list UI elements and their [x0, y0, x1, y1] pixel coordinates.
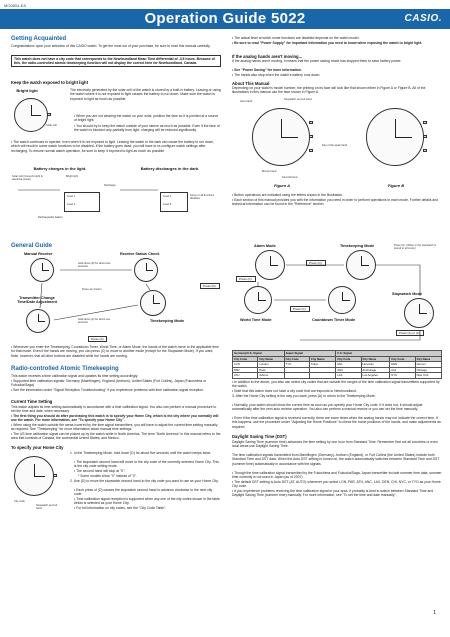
watch-stopwatch	[404, 298, 434, 328]
table-cell: LAX	[336, 373, 361, 379]
home-city-step-2: 2. Use (D) to move the stopwatch second hand to the city code you want to use as your Home City.	[70, 479, 219, 483]
level-2-label: Level 2	[67, 203, 76, 206]
battery-charges-label: Battery charges in the light.	[33, 166, 87, 171]
table-cell: New York	[415, 373, 441, 379]
second-hand-label: Second hand	[282, 176, 298, 179]
watch-world-time	[244, 286, 272, 314]
watch-illustration	[14, 98, 48, 132]
table-subheader: City Name	[415, 356, 441, 362]
home-city-step-2b: • Time calibration signal reception is supported when any one of the city codes shown in the table below is selected as your Home City.	[74, 497, 220, 506]
intro-text: Congratulations upon your selection of this CASIO watch. To get the most out of your purchase, be sure to read this manual carefully.	[11, 44, 211, 48]
document-code: MO0804-EA	[4, 3, 27, 8]
watch-manual-receive	[30, 258, 54, 282]
watch-transmitter	[26, 309, 50, 333]
battery-level-box-discharge	[160, 192, 188, 212]
city-code-table	[232, 350, 442, 379]
table-subheader: City Name	[309, 356, 335, 362]
home-city-step-1c: * Some models show "0" instead of "0".	[78, 474, 137, 478]
section-heading-getting-acquainted: Getting Acquainted	[11, 36, 67, 42]
arrow-status-timekeeping	[146, 284, 150, 290]
table-cell: NYC	[390, 373, 415, 379]
home-city-heading: To specify your Home City	[11, 445, 64, 450]
newfoundland-note: This watch does not have a city code that corresponds to the Newfoundland Mean Time differential of -3.5 hours. Because of this, the radio-controlled atomic timekeeping function will not display the correct time for Newfoundland, Canada.	[11, 55, 221, 67]
table-cell: CHI	[390, 367, 415, 373]
watch-home-city	[14, 456, 54, 496]
table-cell: ATH	[233, 373, 258, 379]
watch-figure-b	[366, 108, 424, 166]
mode-stopwatch: Stopwatch Mode	[392, 292, 423, 296]
press-a-or-c-label: Press (A) or (C).	[396, 330, 424, 336]
press-c-stopwatch-note: Press (C). (When in the stopwatch is stored to all zeros.)	[394, 244, 437, 250]
press-c-label-3: Press (C).	[290, 306, 310, 312]
dst-bullet-2: • The default DST setting is Auto DST (AT, AUTO) whenever you select LON, PAR, ATH, ANC, LAX, DEN, CHI, NYC, or TYO as your Home City code.	[232, 480, 441, 489]
stopwatch-second-hand-label: Stopwatch second hand	[284, 98, 312, 101]
table-cell: Denver	[415, 362, 441, 368]
radio-bullet-1: • Supported time calibration signals: Germany (Mainflingen), England (Anthorn), United States (Fort Collins), Japan (Fukushima or Fukuoka/Saga)	[11, 379, 207, 388]
after-table-step-3: 3. After the Home City setting is the way you want, press (A) to return to the Timekeeping Mode.	[232, 394, 376, 398]
table-cell: Honolulu	[361, 362, 390, 368]
watch-countdown	[328, 286, 356, 314]
table-cell	[309, 373, 335, 379]
home-city-step-1: 1. In the Timekeeping Mode, hold down (D) for about five seconds until the watch beeps twice.	[70, 451, 212, 455]
rechargeable-caption: Rechargeable battery	[38, 216, 63, 219]
radio-bullet-2: • See the information under "Signal Reception Troubleshooting" if you experience problems with time calibration signal reception.	[11, 388, 205, 392]
bullet-face-light: • When you are not wearing the watch on your wrist, position the face so it is pointed at a source of bright light.	[74, 114, 219, 123]
current-time-heading: Current Time Setting	[11, 399, 53, 404]
battery-down-bullet: • The hands also stop when the watch's battery runs down.	[232, 73, 321, 77]
mode-receive-status: Receive Status Check	[120, 252, 160, 256]
discharge-caption: Discharge	[104, 184, 116, 187]
power-saving-bullet: • See "Power Saving" for more information.	[232, 68, 302, 72]
about-bullet-2: • Each section of this manual provides you with the information you need in order to perform operations in each mode. Further details and technical information can be found in the "Reference" section.	[232, 198, 439, 207]
table-cell: Los Angeles	[361, 373, 390, 379]
charge-text: The electricity generated by the solar cell of the watch is stored by a built-in battery. Leaving or using the watch where it is not exposed to light causes the battery to run down. Make sure the watch is exposed to light as much as possible.	[70, 88, 221, 101]
watch-timekeeping	[140, 290, 166, 316]
right-bullet-1: • The actual level at which some functions are disabled depends on the watch model.	[232, 36, 360, 40]
about-bullet-1: • Button operations are indicated using the letters shown in the illustration.	[232, 193, 344, 197]
press-c-label-2: Press (C).	[236, 276, 256, 282]
current-time-bullet-3: • The US time calibration signal can be picked up by the watch while in North America. The term "North America" in this manual refers to the area that consists of Canada, the continental United States, and Mexico.	[11, 432, 221, 441]
mode-timekeeping-right: Timekeeping Mode	[340, 244, 375, 248]
city-code-label: City code	[14, 500, 25, 503]
table-subheader: City Code	[284, 356, 309, 362]
mode-timekeeping: Timekeeping Mode	[150, 319, 185, 323]
page-number: 1	[433, 610, 436, 616]
level-1-label: Level 1	[67, 195, 76, 198]
home-city-step-1b: • The second hand will stop at "0".	[74, 469, 126, 473]
table-cell: PAR	[233, 367, 258, 373]
watch-figure-a	[252, 108, 310, 166]
solar-cell-caption: Solar cell (Converts light to electrical power)	[12, 175, 43, 181]
table-cell: Chicago	[415, 367, 441, 373]
table-subheader: City Code	[233, 356, 258, 362]
section-heading-radio: Radio-controlled Atomic Timekeeping	[11, 366, 119, 372]
hold-down-d-caption: Hold down (D) for about two seconds.	[78, 262, 111, 268]
press-c-label-1: Press (C).	[306, 260, 326, 266]
bullet-dark: • The watch continues to operate, even when it is not exposed to light. Leaving the watch in the dark can cause the battery to run down, which will result in some watch functions to be disabled. If the battery goes dead, you will have to re-configure watch settings after recharging. To ensure normal watch operation, be sure to keep it exposed to light as much as possible.	[11, 140, 215, 153]
general-guide-bullet: • Whenever you enter the Timekeeping, Countdown Timer, World Time, or Alarm Mode, the hands of the watch move to the applicable time for that mode. Even if the hands are moving, you can press (C) to move to another mode (except for the Stopwatch Mode). If you want, Note, however, that all other buttons are disabled while the hands are moving.	[11, 345, 219, 358]
level-4-label: Level 4	[163, 195, 172, 198]
figure-a-caption: Figure A	[273, 183, 291, 188]
battery-discharges-label: Battery discharges in the dark.	[140, 166, 200, 171]
table-subheader: City Name	[361, 356, 390, 362]
keep-exposed-heading: Keep the watch exposed to bright light	[11, 80, 89, 85]
after-table-bullet-4: • Even if the time calibration signal is received correctly, there are some times when the analog hands may not indicate the correct time. If this happens, use the procedure under "Adjusting the Home Positions" to check the home positions of the hands, and make adjustments as required.	[232, 416, 441, 429]
mode-manual-receive: Manual Receive	[24, 252, 53, 256]
home-city-step-2c: • For full information on city codes, see the "City Code Table".	[74, 506, 167, 510]
mode-countdown: Countdown Timer Mode	[312, 318, 356, 322]
hands-not-moving-text: If the analog hands aren't moving, it means that the power saving mode has stopped them to save battery power.	[232, 59, 402, 63]
bright-light-label: Bright light	[16, 88, 38, 93]
table-subheader: City Code	[336, 356, 361, 362]
about-manual-text: Depending on your watch's model number, the printing on its face will look like that shown either in Figure A or Figure B. All of the illustrations in this manual use the face shown in Figure A.	[232, 86, 426, 95]
dst-text: Daylight Saving Time (summer time) advances the time setting by one hour from Standard Time. Remember that not all countries or even local areas use Daylight Saving Time.	[232, 440, 438, 449]
brand-logo: CASIO.	[404, 13, 442, 24]
about-manual-heading: About This Manual	[232, 81, 270, 86]
bright-light-small: Bright light	[66, 175, 79, 178]
solar-cell-label: Solar cell	[46, 124, 57, 127]
right-bullet-2: • Be sure to read "Power Supply" for important information you need to know when exposing the watch to bright light.	[232, 41, 423, 45]
table-cell: Athens	[258, 373, 284, 379]
watch-timekeeping-right	[346, 250, 376, 280]
press-d-label: Press (D).	[200, 283, 220, 289]
dst-bullet-1: • Though the time calibration signal transmitted by the Fukushima and Fukuoka/Saga, Japan transmitter include summer time data, summer time currently is not used in Japan (as of 2007).	[232, 471, 442, 480]
table-cell: TYO	[284, 362, 309, 368]
hour-hand-label: Hour hand	[240, 100, 253, 103]
table-header-jp: Japan Signal	[284, 351, 336, 357]
press-a-label: Press (A).	[88, 336, 107, 342]
watch-alarm	[255, 250, 285, 280]
figure-b-caption: Figure B	[387, 183, 405, 188]
table-cell: HNL	[336, 362, 361, 368]
current-time-bullet-2: • When using the watch outside the areas covered by the time signal transmitters, you will have to adjust the current time setting manually as required. See "Timekeeping" for more information about manual time settings.	[11, 423, 218, 432]
hold-down-a-caption: Hold down (A) for about two seconds.	[78, 318, 111, 324]
table-cell	[284, 373, 309, 379]
dst-heading: Daylight Saving Time (DST)	[232, 434, 287, 439]
level-5-label: Level 5	[163, 203, 172, 206]
table-cell: Tokyo	[309, 362, 335, 368]
battery-level-box-charge	[64, 192, 100, 212]
home-city-step-1a: • The stopwatch second hand will move to the city code of the currently selected Home City. This is the city code setting mode.	[74, 460, 219, 469]
table-subheader: City Name	[258, 356, 284, 362]
press-any-caption: Press any button.	[82, 288, 103, 291]
some-disabled-caption: Some or all functions disabled	[190, 194, 215, 200]
after-table-bullet-2: • Note that this watch does not have a city code that corresponds to Newfoundland.	[232, 389, 357, 393]
day-of-week-hand-label: Day of the week hand	[322, 144, 348, 147]
home-city-step-2a: • Each press of (D) causes the stopwatch second hand to advance clockwise to the next city code.	[74, 488, 213, 497]
current-time-bullet-1: • The first thing you should do after purchasing this watch is to specify your Home City, which is the city where you normally will use the watch. For more information, see "To specify your Home City".	[11, 414, 219, 423]
table-header-gb: Germany/U.K. Signal	[233, 351, 285, 357]
mode-transmitter-change: Transmitter Change Time/Date Adjustment	[17, 296, 57, 304]
table-row	[233, 373, 442, 379]
watch-receive-status	[134, 258, 158, 282]
table-cell: DEN	[390, 362, 415, 368]
table-cell: Anchorage	[361, 367, 390, 373]
after-table-bullet-1: • In addition to the above, you also can select city codes that are outside the ranges of the time calibration signal transmitters supported by the watch.	[232, 380, 440, 389]
table-header-us: U.S. Signal	[336, 351, 442, 357]
table-subheader: City Code	[390, 356, 415, 362]
dst-text-2: The time calibration signals transmitted from Mainflingen (Germany), Anthorn (England), or Fort Collins (the United States) include both Standard Time and DST data. When the Auto DST setting is turned on, the watch automatically switches between Standard Time and DST (summer time) automatically in accordance with the signals.	[232, 453, 440, 466]
page-title: Operation Guide 5022	[144, 10, 306, 27]
section-heading-general-guide: General Guide	[11, 243, 53, 249]
bullet-sleeve: • You should try to keep the watch outside of your sleeve as much as possible. Even if the face of the watch is blocked only partially from light, charging will be reduced significantly.	[74, 124, 220, 133]
table-cell: London	[258, 362, 284, 368]
table-cell: ANC	[336, 367, 361, 373]
mode-world-time: World Time Mode	[240, 318, 272, 322]
after-table-bullet-3: • Normally, your watch should show the correct time as soon as you specify your Home City code. If it does not, it should adjust automatically after the next auto receive operation. You also can perform a manual receive or you can set the time manually.	[232, 403, 423, 412]
radio-intro: This watch receives a time calibration signal and updates its time setting accordingly.	[11, 374, 139, 378]
dst-bullet-3: • If you experience problems receiving the time calibration signal in your area, it probably is best to switch between Standard Time and Daylight Saving Time (summer time) manually. For more information, see "To set the time and date manually".	[232, 489, 434, 498]
minute-hand-label: Minute hand	[262, 170, 277, 173]
stopwatch-hand-label: Stopwatch second hand	[36, 504, 58, 510]
table-cell: Paris	[258, 367, 284, 373]
hands-not-moving-heading: If the analog hands aren't moving...	[232, 54, 303, 59]
mode-alarm: Alarm Mode	[254, 244, 276, 248]
header-bar	[0, 9, 450, 29]
table-cell: LON	[233, 362, 258, 368]
current-time-text: This watch adjusts its time setting automatically in accordance with a time calibration signal. You also can perform a manual procedure to set the time and date, when necessary.	[11, 405, 217, 414]
